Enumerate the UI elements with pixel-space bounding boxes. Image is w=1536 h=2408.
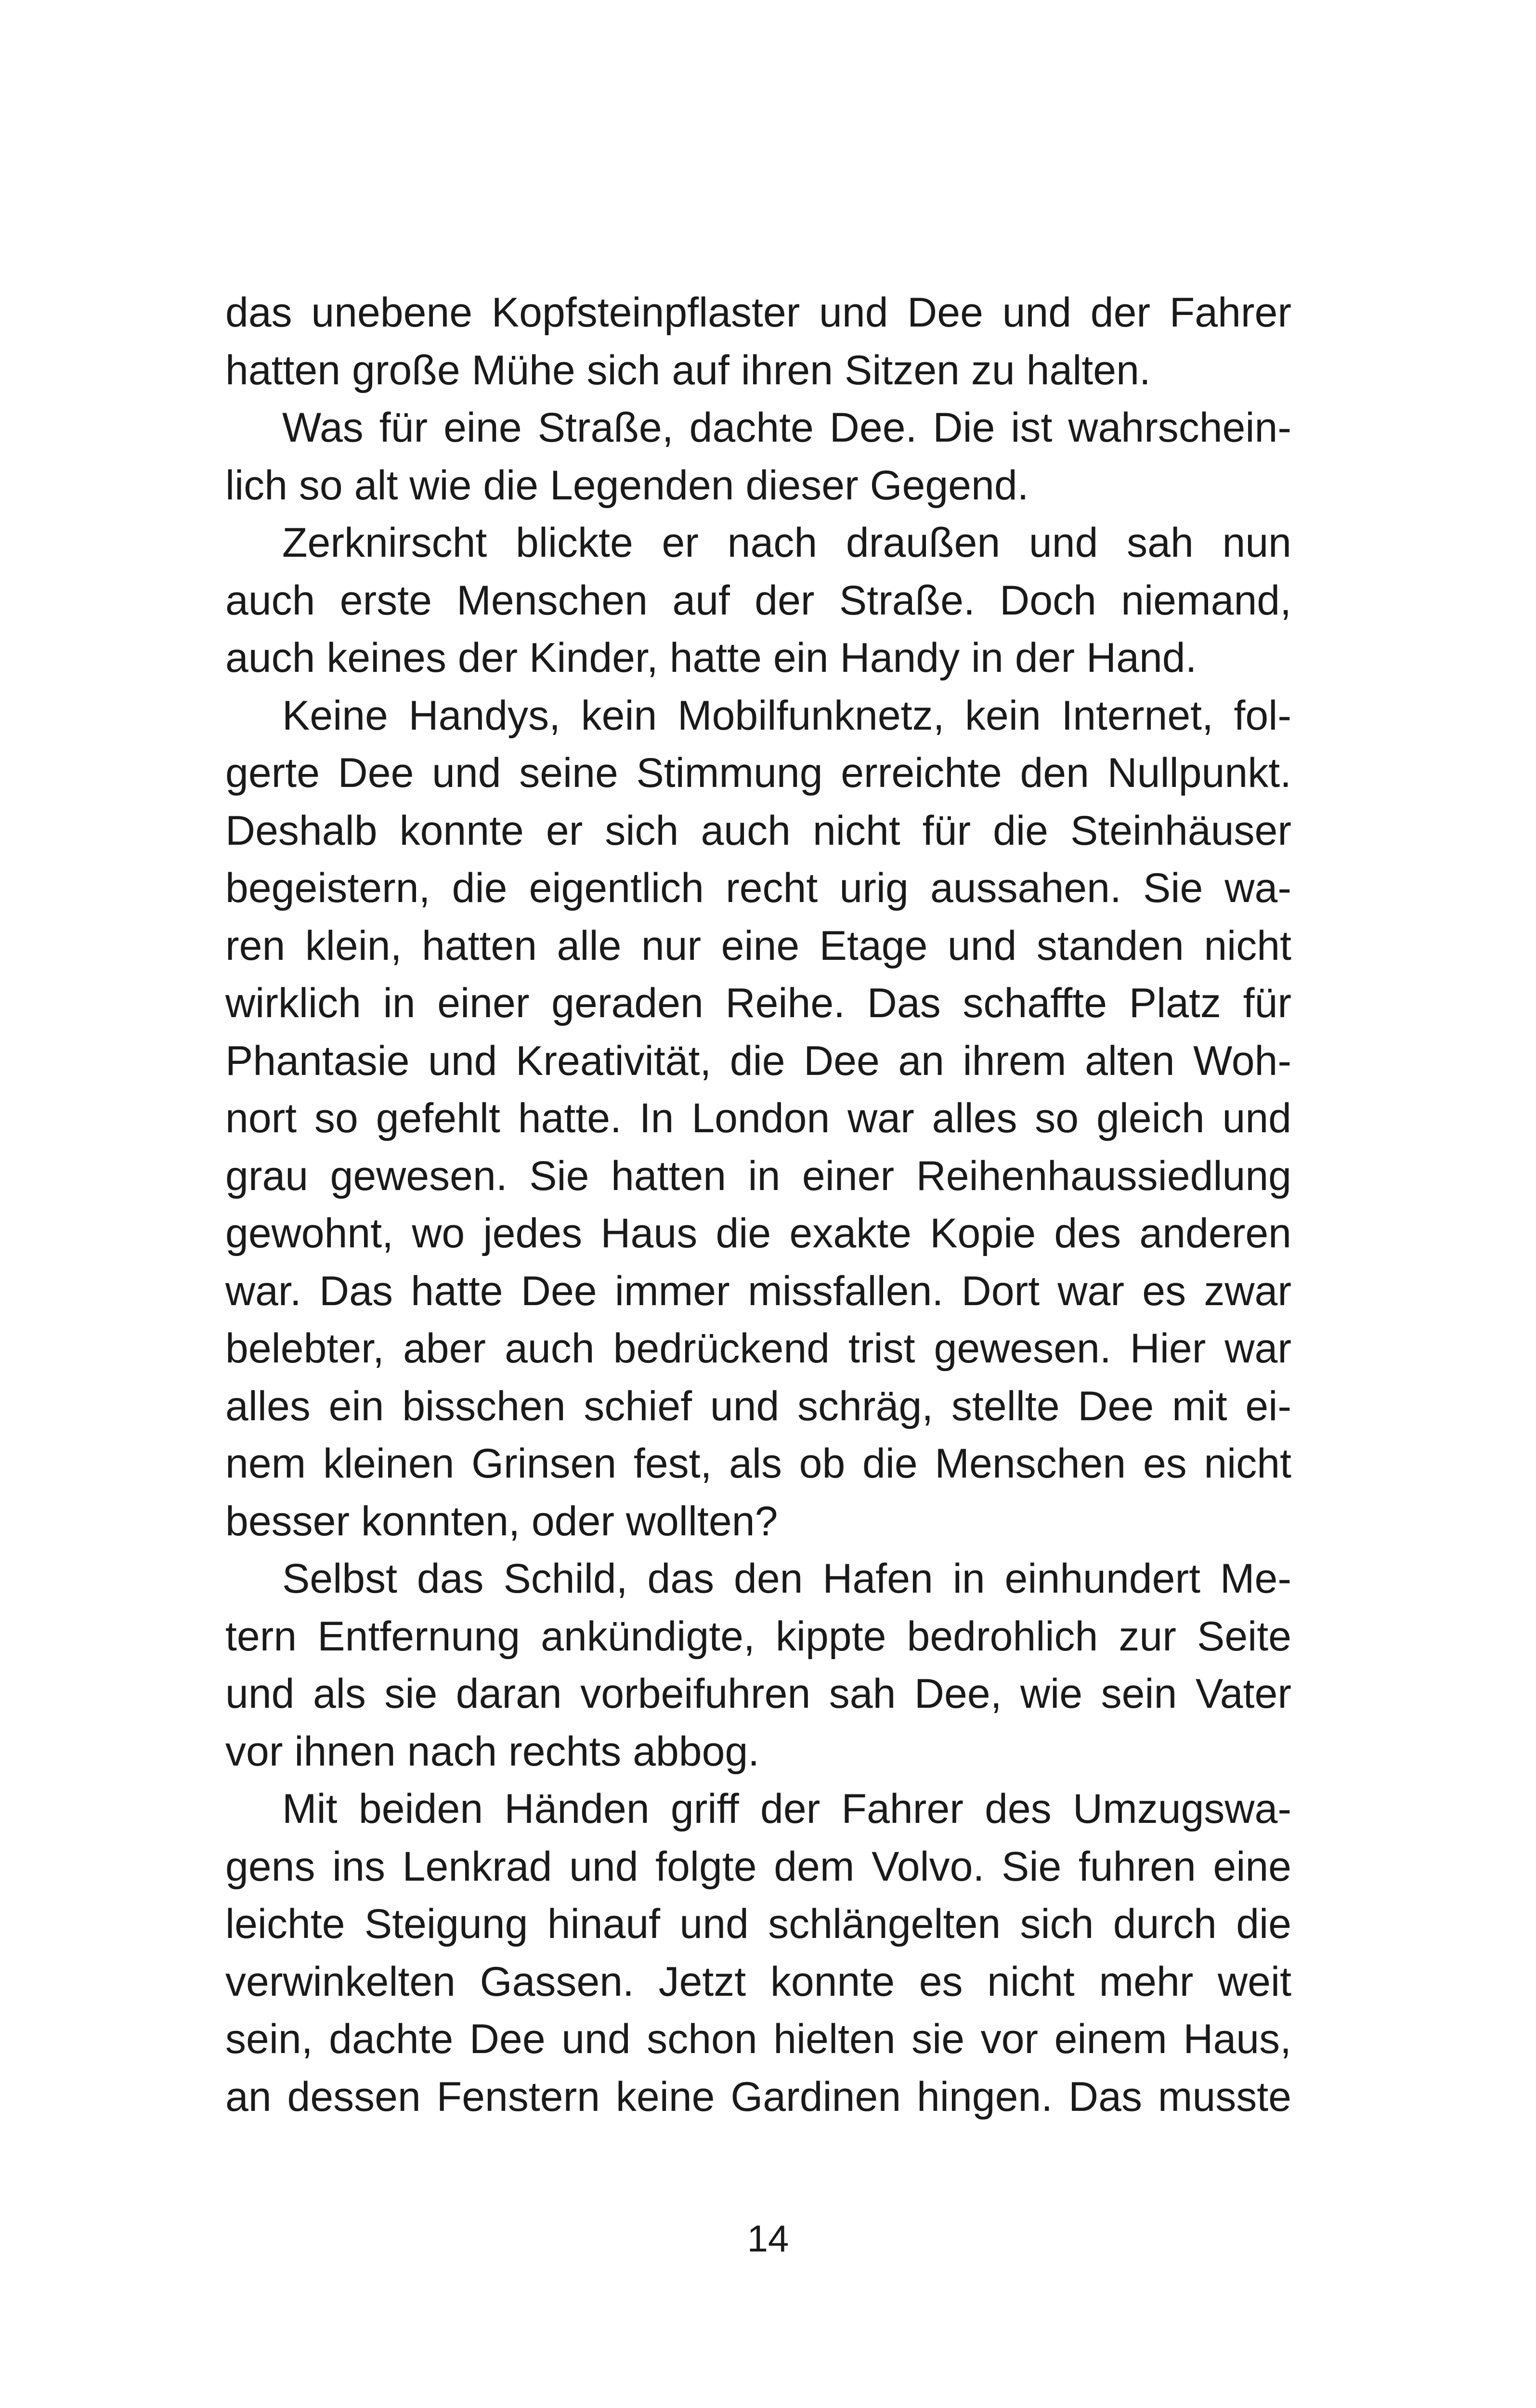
text-line: Zerknirscht blickte er nach draußen und sah nun xyxy=(282,520,1291,566)
text-line: leichte Steigung hinauf und schlängelten sich durch die xyxy=(225,1901,1291,1947)
text-line: und als sie daran vorbeifuhren sah Dee, wie sein Vater xyxy=(225,1671,1291,1717)
text-line: an dessen Fenstern keine Gardinen hingen. Das musste xyxy=(225,2073,1291,2120)
text-line: Selbst das Schild, das den Hafen in einhundert Me- xyxy=(282,1556,1291,1602)
text-line: tern Entfernung ankündigte, kippte bedrohlich zur Seite xyxy=(225,1613,1291,1660)
text-line: Deshalb konnte er sich auch nicht für die Steinhäuser xyxy=(225,807,1291,854)
text-line: verwinkelten Gassen. Jetzt konnte es nicht mehr weit xyxy=(225,1958,1291,2005)
text-line: hatten große Mühe sich auf ihren Sitzen zu halten. xyxy=(225,347,1151,393)
body-text xyxy=(225,284,1291,2126)
text-line: gerte Dee und seine Stimmung erreichte den Nullpunkt. xyxy=(225,750,1291,796)
text-line: grau gewesen. Sie hatten in einer Reihenhaussiedlung xyxy=(225,1152,1291,1199)
text-line: war. Das hatte Dee immer missfallen. Dort war es zwar xyxy=(225,1268,1291,1314)
text-line: auch keines der Kinder, hatte ein Handy in der Hand. xyxy=(225,635,1197,681)
text-line: ren klein, hatten alle nur eine Etage und standen nicht xyxy=(225,922,1291,969)
text-line: sein, dachte Dee und schon hielten sie vor einem Haus, xyxy=(225,2016,1291,2062)
text-line: das unebene Kopfsteinpflaster und Dee und der Fahrer xyxy=(225,289,1291,336)
page-number: 14 xyxy=(747,2217,789,2260)
text-line: auch erste Menschen auf der Straße. Doch niemand, xyxy=(225,577,1291,624)
text-line: nem kleinen Grinsen fest, als ob die Menschen es nicht xyxy=(225,1440,1291,1487)
text-line: belebter, aber auch bedrückend trist gewesen. Hier war xyxy=(225,1325,1291,1372)
text-line: alles ein bisschen schief und schräg, stellte Dee mit ei- xyxy=(225,1383,1291,1429)
text-line: gens ins Lenkrad und folgte dem Volvo. Sie fuhren eine xyxy=(225,1843,1291,1890)
text-line: besser konnten, oder wollten? xyxy=(225,1498,778,1544)
text-line: vor ihnen nach rechts abbog. xyxy=(225,1728,760,1775)
text-line: gewohnt, wo jedes Haus die exakte Kopie des anderen xyxy=(225,1210,1291,1256)
text-line: Phantasie und Kreativität, die Dee an ihrem alten Woh- xyxy=(225,1037,1291,1084)
text-line: Was für eine Straße, dachte Dee. Die ist wahrschein- xyxy=(282,405,1291,451)
text-line: begeistern, die eigentlich recht urig aussahen. Sie wa- xyxy=(225,865,1291,911)
text-line: Mit beiden Händen griff der Fahrer des Umzugswa- xyxy=(282,1786,1291,1832)
text-line: lich so alt wie die Legenden dieser Gegend. xyxy=(225,462,1029,509)
text-line: Keine Handys, kein Mobilfunknetz, kein Internet, fol- xyxy=(282,692,1291,739)
text-line: nort so gefehlt hatte. In London war alles so gleich und xyxy=(225,1095,1291,1141)
text-line: wirklich in einer geraden Reihe. Das schaffte Platz für xyxy=(225,980,1291,1026)
